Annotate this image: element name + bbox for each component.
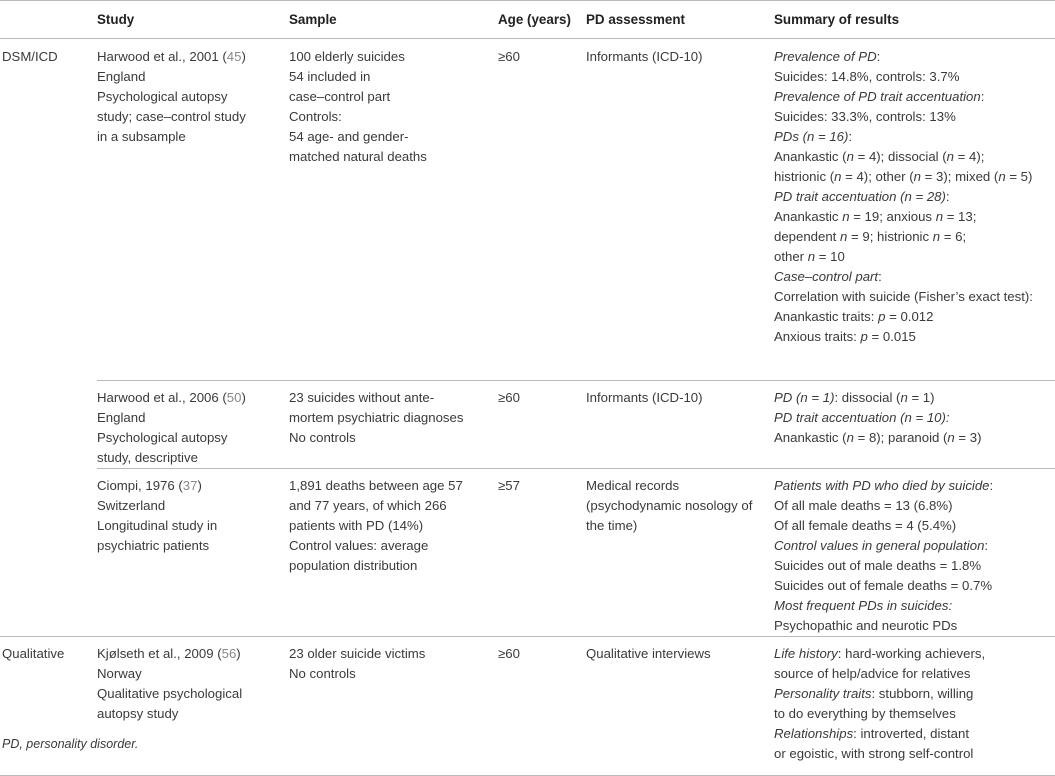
group-label <box>0 381 97 469</box>
table-row <box>0 469 1055 637</box>
sample-cell: 23 older suicide victims No controls <box>289 637 498 776</box>
study-cell: Harwood et al., 2006 (50) England Psychological autopsy study, descriptive <box>97 381 289 469</box>
header-age: Age (years) <box>498 1 586 39</box>
reference-link[interactable]: 56 <box>221 646 237 661</box>
reference-link[interactable]: 45 <box>226 49 242 64</box>
assessment-cell: Informants (ICD-10) <box>586 49 703 64</box>
age-cell: ≥60 <box>498 381 586 469</box>
assessment-cell: Medical records (psychodynamic nosology of the time) <box>586 469 774 637</box>
group-label: Qualitative <box>0 637 97 776</box>
age-cell: ≥60 <box>498 637 586 776</box>
reference-link[interactable]: 37 <box>182 478 198 493</box>
header-assessment: PD assessment <box>586 1 774 39</box>
assessment-cell: Informants (ICD-10) <box>586 381 774 469</box>
study-cell: Harwood et al., 2001 (45) England Psychological autopsy study; case–control study in a subsample <box>97 49 246 144</box>
group-label <box>0 469 97 637</box>
summary-cell: Life history: hard-working achievers, source of help/advice for relatives Personality traits: stubborn, willing to do everything by themselves Relationships: introverted, distant or egoistic, with strong self-control <box>774 637 1055 776</box>
summary-cell: Patients with PD who died by suicide: Of all male deaths = 13 (6.8%) Of all female deaths = 4 (5.4%) Control values in general population: Suicides out of male deaths = 1.8% Suicides out of female deaths = 0.7% Most frequent PDs in suicides: Psychopathic and neurotic PDs <box>774 469 1055 637</box>
study-cell: Ciompi, 1976 (37) Switzerland Longitudinal study in psychiatric patients <box>97 469 289 637</box>
summary-cell: Prevalence of PD: Suicides: 14.8%, controls: 3.7% Prevalence of PD trait accentuation: Suicides: 33.3%, controls: 13% PDs (n = 16): Anankastic (n = 4); dissocial (n = 4); histrionic (n = 4); other (n = 3); mixed (n = 5) PD trait accentuation (n = 28): Anankastic n = 19; anxious n = 13; dependent n = 9; histrionic n = 6; other n = 10 Case–control part: Correlation with suicide (Fisher’s exact test): Anankastic traits: p = 0.012 Anxious traits: p = 0.015 <box>774 49 1033 344</box>
assessment-cell: Qualitative interviews <box>586 637 774 776</box>
reference-link[interactable]: 50 <box>226 390 242 405</box>
table-row <box>0 39 1055 381</box>
header-study: Study <box>97 1 289 39</box>
sample-cell: 1,891 deaths between age 57 and 77 years, of which 266 patients with PD (14%) Control values: average population distribution <box>289 469 498 637</box>
header-sample: Sample <box>289 1 498 39</box>
table-footnote: PD, personality disorder. <box>2 737 139 751</box>
summary-cell: PD (n = 1): dissocial (n = 1) PD trait accentuation (n = 10): Anankastic (n = 8); paranoid (n = 3) <box>774 381 1055 469</box>
table-row <box>0 381 1055 469</box>
header-group <box>0 1 97 39</box>
study-cell: Kjølseth et al., 2009 (56) Norway Qualitative psychological autopsy study <box>97 637 289 776</box>
header-summary: Summary of results <box>774 1 1055 39</box>
sample-cell: 23 suicides without ante- mortem psychiatric diagnoses No controls <box>289 381 498 469</box>
age-cell: ≥57 <box>498 469 586 637</box>
header-row <box>0 1 1055 39</box>
sample-cell: 100 elderly suicides 54 included in case–control part Controls: 54 age- and gender- matched natural deaths <box>289 49 427 164</box>
table-row <box>0 637 1055 776</box>
group-label: DSM/ICD <box>2 49 58 64</box>
age-cell: ≥60 <box>498 49 520 64</box>
